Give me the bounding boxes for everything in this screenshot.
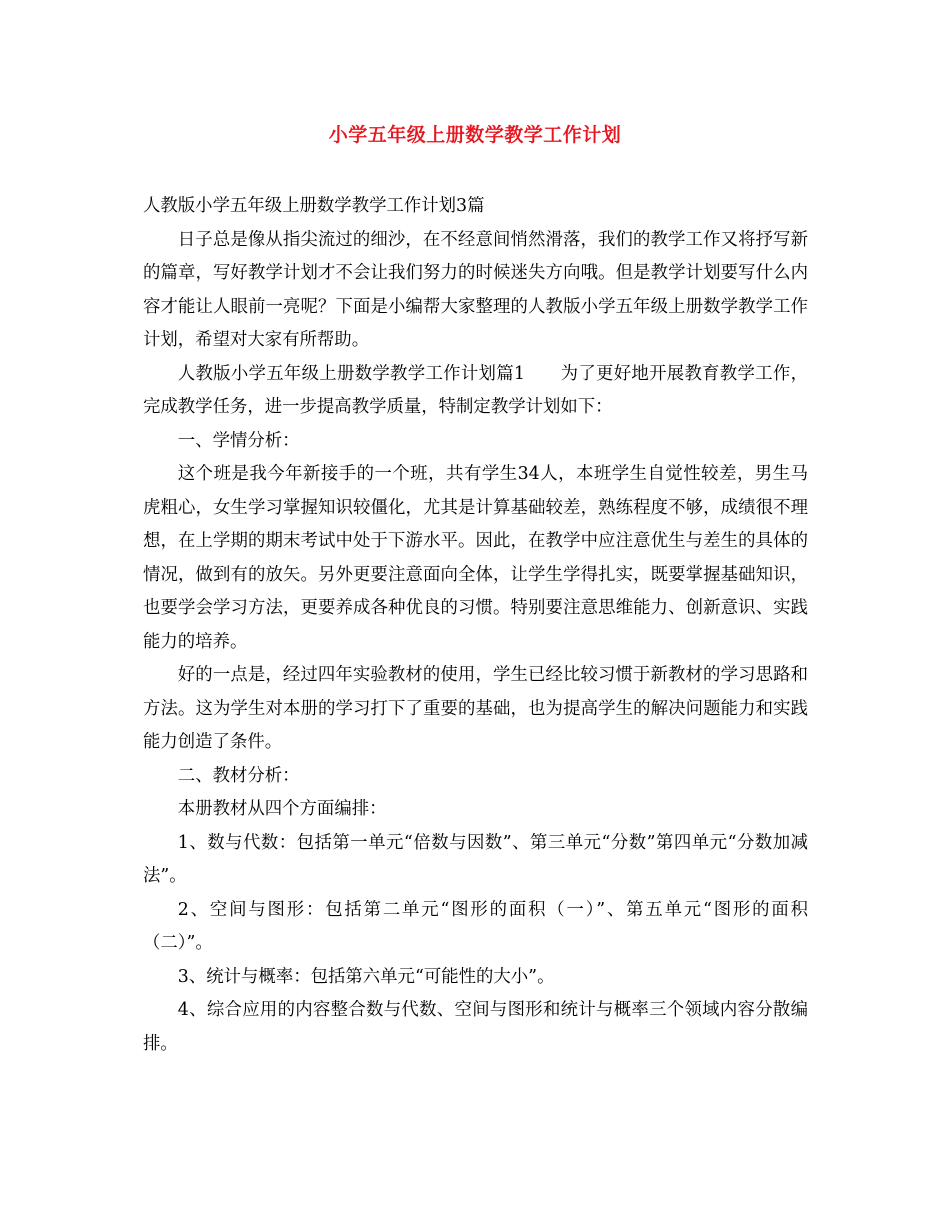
document-title: 小学五年级上册数学教学工作计划 — [328, 124, 622, 146]
list-item-number-algebra: 1、数与代数：包括第一单元“倍数与因数”、第三单元“分数”第四单元“分数加减法”。 — [143, 832, 808, 886]
section-heading-student-analysis: 一、学情分析： — [177, 430, 300, 451]
list-item-statistics-probability: 3、统计与概率：包括第六单元“可能性的大小”。 — [177, 966, 555, 987]
section-heading-textbook-analysis: 二、教材分析： — [177, 765, 300, 786]
textbook-overview-paragraph: 本册教材从四个方面编排： — [177, 799, 387, 819]
list-item-comprehensive-application: 4、综合应用的内容整合数与代数、空间与图形和统计与概率三个领域内容分散编排。 — [143, 1000, 808, 1054]
student-strength-paragraph: 好的一点是，经过四年实验教材的使用，学生已经比较习惯于新教材的学习思路和方法。这为学生对本册的学习打下了重要的基础，也为提高学生的解决问题能力和实践能力创造了条件。 — [143, 665, 808, 752]
plan-intro-paragraph: 人教版小学五年级上册数学教学工作计划篇1 为了更好地开展教育教学工作，完成教学任务，进一步提高教学质量，特制定教学计划如下： — [143, 363, 808, 417]
intro-paragraph: 日子总是像从指尖流过的细沙，在不经意间悄然滑落，我们的教学工作又将抒写新的篇章，写好教学计划才不会让我们努力的时候迷失方向哦。但是教学计划要写什么内容才能让人眼前一亮呢？下面是小编帮大家整理的人教版小学五年级上册数学教学工作计划，希望对大家有所帮助。 — [143, 229, 808, 350]
list-item-space-geometry: 2、空间与图形：包括第二单元“图形的面积（一）”、第五单元“图形的面积（二）”。 — [143, 899, 808, 953]
student-analysis-paragraph: 这个班是我今年新接手的一个班，共有学生34人，本班学生自觉性较差，男生马虎粗心，女生学习掌握知识较僵化，尤其是计算基础较差，熟练程度不够，成绩很不理想，在上学期的期末考试中处于下游水平。因此，在教学中应注意优生与差生的具体的情况，做到有的放矢。另外更要注意面向全体，让学生学得扎实，既要掌握基础知识，也要学会学习方法，更要养成各种优良的习惯。特别要注意思维能力、创新意识、实践能力的培养。 — [143, 464, 808, 652]
document-subtitle: 人教版小学五年级上册数学教学工作计划3篇 — [143, 196, 485, 216]
document-body — [143, 190, 808, 1061]
